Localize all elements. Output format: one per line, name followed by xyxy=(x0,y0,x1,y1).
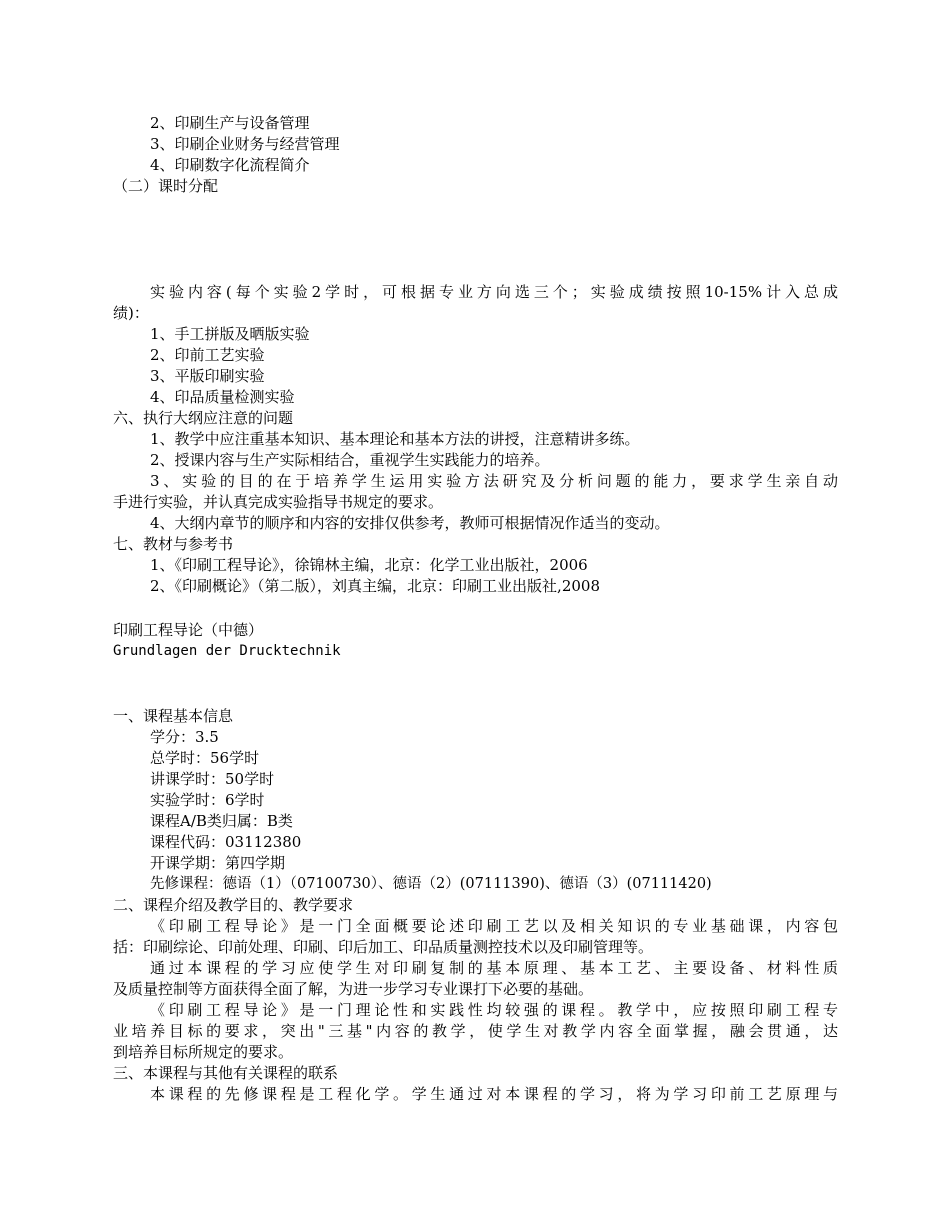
course-title-german: Grundlagen der Drucktechnik xyxy=(113,643,341,659)
section-heading: 二、课程介绍及教学目的、教学要求 xyxy=(113,896,354,914)
info-item: 讲课学时：50学时 xyxy=(150,770,275,788)
list-item: 1、手工拼版及晒版实验 xyxy=(150,325,310,343)
paragraph-line: 本课程的先修课程是工程化学。学生通过对本课程的学习，将为学习印前工艺原理与 xyxy=(150,1085,838,1103)
list-item: 3、平版印刷实验 xyxy=(150,367,265,385)
reference-item: 2、《印刷概论》（第二版），刘真主编，北京：印刷工业出版社,2008 xyxy=(150,577,600,595)
section-heading: 三、本课程与其他有关课程的联系 xyxy=(113,1064,339,1082)
paragraph-line: 到培养目标所规定的要求。 xyxy=(113,1043,294,1061)
reference-item: 1、《印刷工程导论》，徐锦林主编，北京：化学工业出版社，2006 xyxy=(150,556,588,574)
paragraph-line: 括：印刷综论、印前处理、印刷、印后加工、印品质量测控技术以及印刷管理等。 xyxy=(113,938,654,956)
paragraph-line: 《印刷工程导论》是一门全面概要论述印刷工艺以及相关知识的专业基础课，内容包 xyxy=(150,917,838,935)
info-item: 实验学时：6学时 xyxy=(150,791,265,809)
paragraph-line: 业培养目标的要求，突出"三基"内容的教学，使学生对教学内容全面掌握，融会贯通，达 xyxy=(113,1022,838,1040)
info-item: 开课学期：第四学期 xyxy=(150,854,286,872)
paragraph-line: 实验内容(每个实验2学时，可根据专业方向选三个；实验成绩按照10-15%计入总成 xyxy=(150,283,838,301)
section-heading: 六、执行大纲应注意的问题 xyxy=(113,409,294,427)
list-item: 4、印品质量检测实验 xyxy=(150,388,295,406)
paragraph-line: 手进行实验，并认真完成实验指导书规定的要求。 xyxy=(113,493,444,511)
course-title: 印刷工程导论（中德） xyxy=(113,621,264,639)
list-item: 3、印刷企业财务与经营管理 xyxy=(150,135,340,153)
paragraph-line: 绩)： xyxy=(113,304,149,322)
paragraph-line: 《印刷工程导论》是一门理论性和实践性均较强的课程。教学中，应按照印刷工程专 xyxy=(150,1001,838,1019)
section-heading: 一、课程基本信息 xyxy=(113,707,234,725)
info-item: 学分：3.5 xyxy=(150,728,219,746)
info-item: 课程A/B类归属：B类 xyxy=(150,812,293,830)
list-item: 3、实验的目的在于培养学生运用实验方法研究及分析问题的能力，要求学生亲自动 xyxy=(150,472,838,490)
list-item: 2、印刷生产与设备管理 xyxy=(150,114,310,132)
list-item: 2、授课内容与生产实际相结合，重视学生实践能力的培养。 xyxy=(150,451,550,469)
list-item: 4、大纲内章节的顺序和内容的安排仅供参考，教师可根据情况作适当的变动。 xyxy=(150,514,670,532)
section-heading: 七、教材与参考书 xyxy=(113,535,234,553)
info-item: 课程代码：03112380 xyxy=(150,833,302,851)
paragraph-line: 通过本课程的学习应使学生对印刷复制的基本原理、基本工艺、主要设备、材料性质 xyxy=(150,959,838,977)
info-item: 总学时：56学时 xyxy=(150,749,260,767)
list-item: 4、印刷数字化流程简介 xyxy=(150,156,310,174)
paragraph-line: 及质量控制等方面获得全面了解，为进一步学习专业课打下必要的基础。 xyxy=(113,980,594,998)
list-item: 1、教学中应注重基本知识、基本理论和基本方法的讲授，注意精讲多练。 xyxy=(150,430,640,448)
info-item: 先修课程：德语（1）（07100730）、德语（2）(07111390)、德语（3）(07111420) xyxy=(150,876,712,892)
list-item: 2、印前工艺实验 xyxy=(150,346,265,364)
section-heading: （二）课时分配 xyxy=(113,177,219,195)
